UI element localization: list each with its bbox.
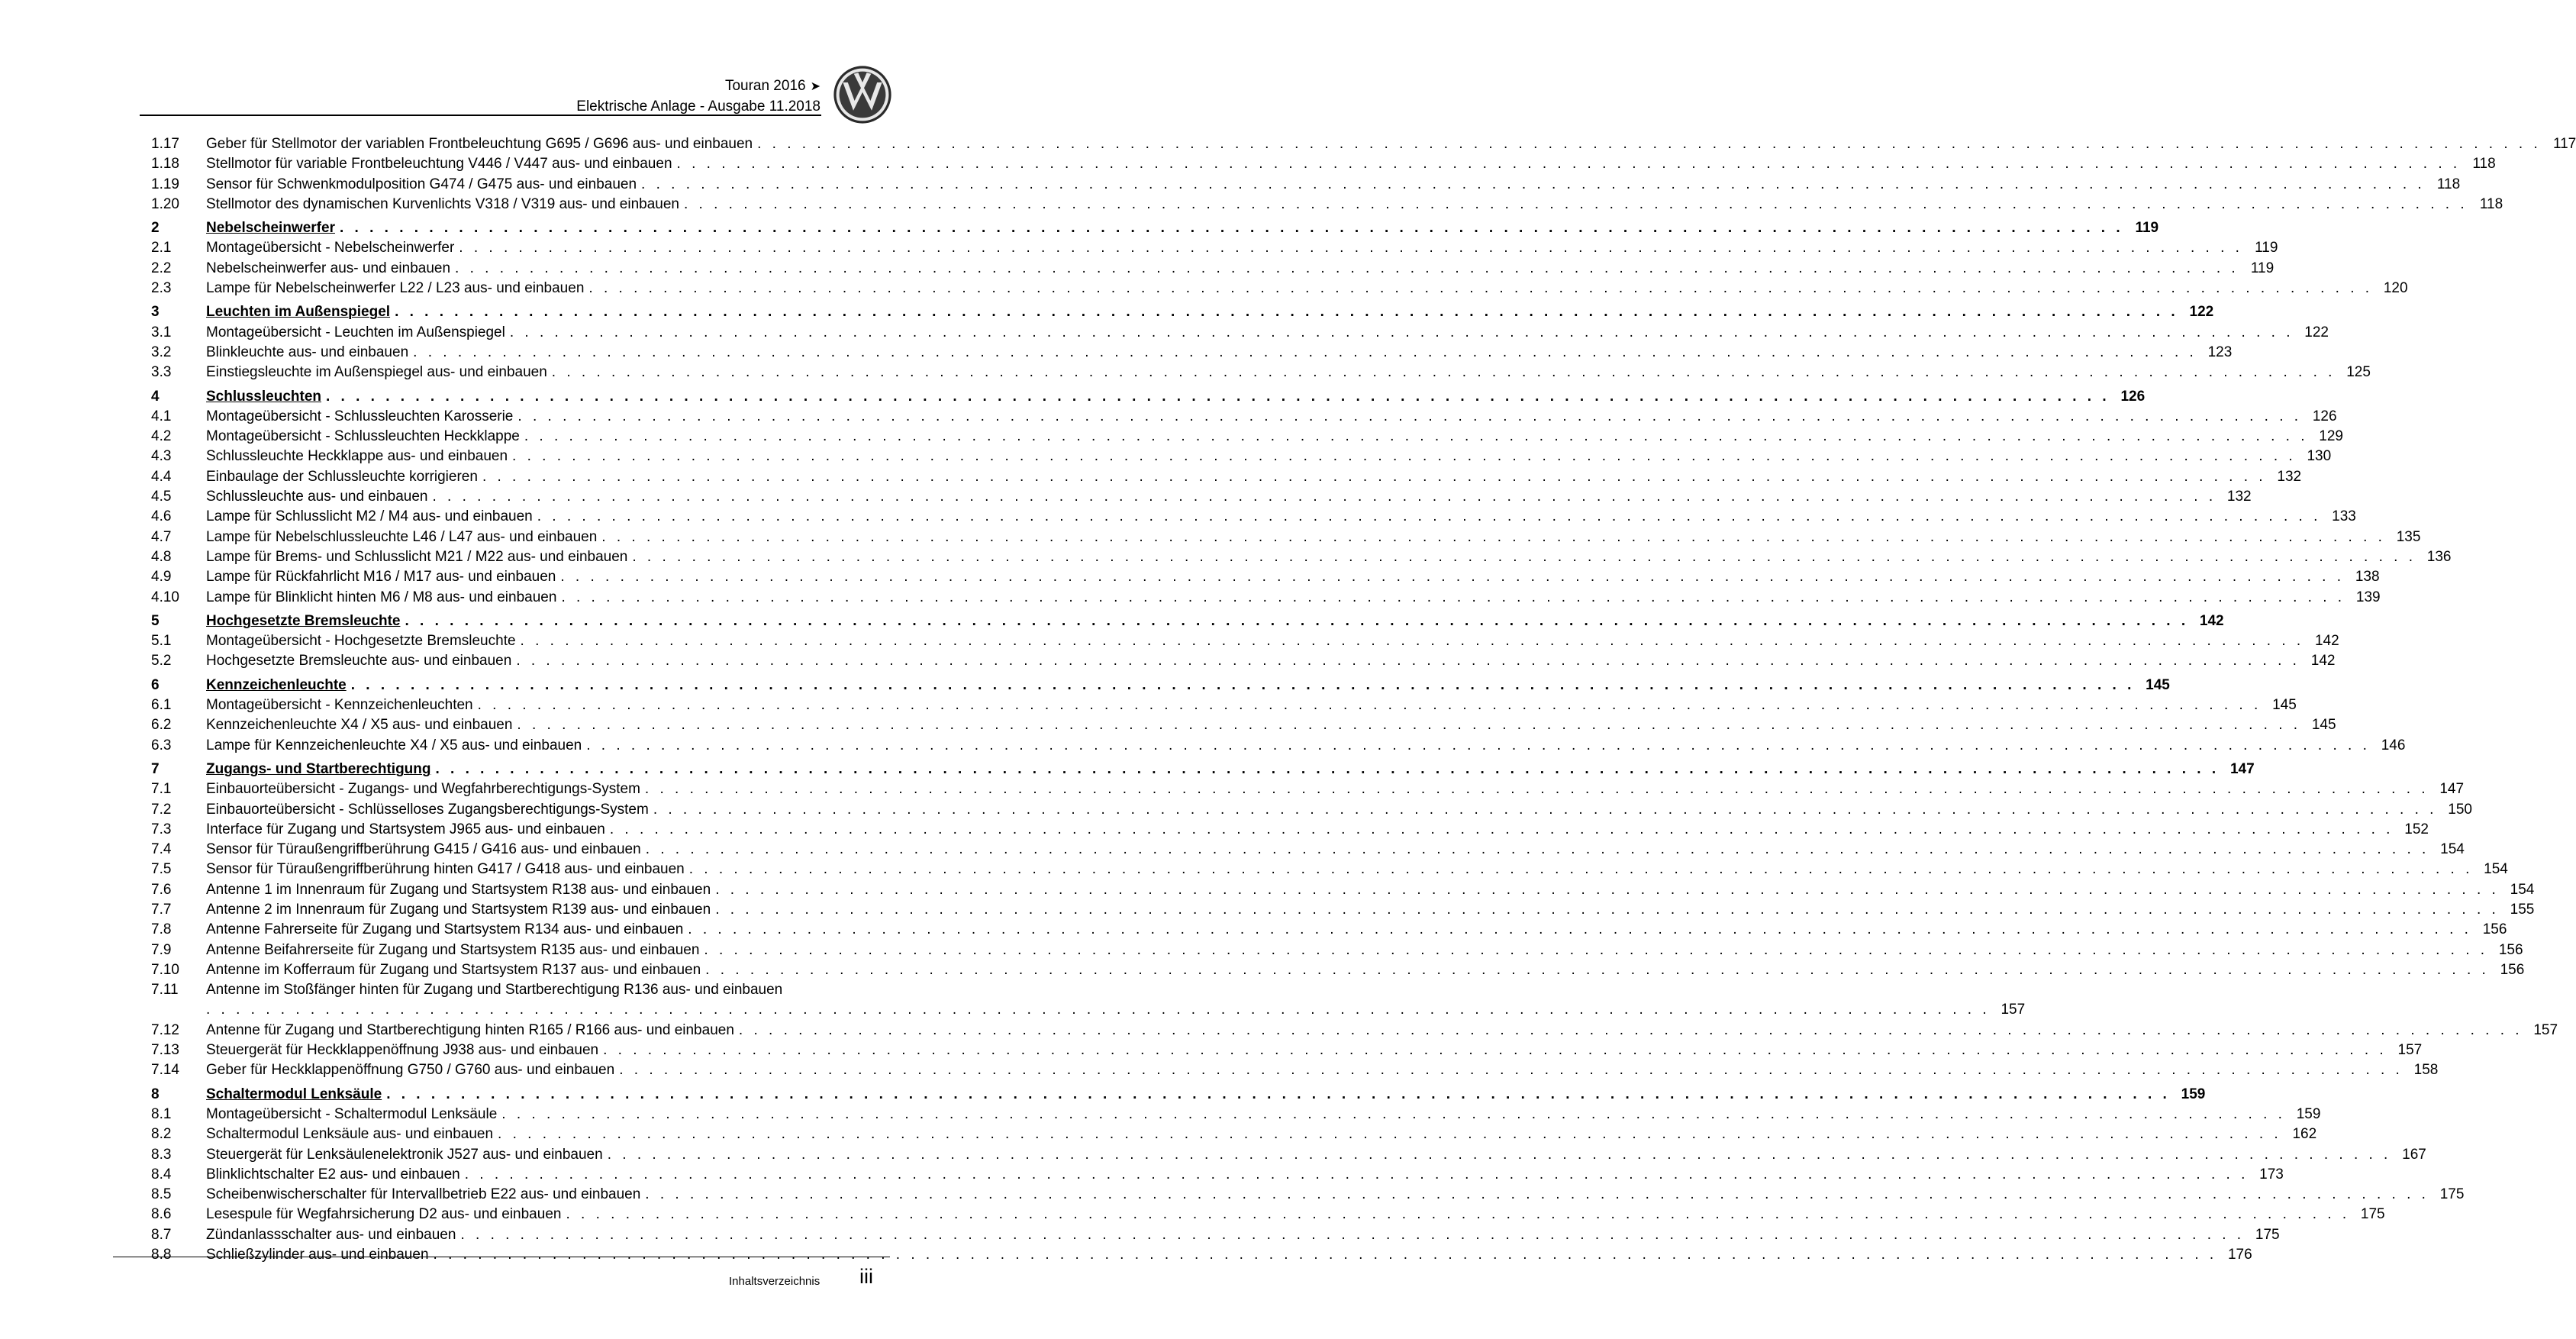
toc-entry[interactable] <box>151 528 2421 547</box>
dot-leader: . . . . . . . . . . . . . . . . . . . . . . . . . . . . . . . . . . . . . . . . . . . . . . . . . . . . . . . . . . . . . . . . . . . . . . . . . . . . . . . . . . . . . . . . . . . . . . . . . . . . . . . . . . . . . . . . . . . . . . . . <box>464 1166 2249 1183</box>
toc-title: Nebelscheinwerfer . . . . . . . . . . . . . . . . . . . . . . . . . . . . . . . . . . . . . . . . . . . . . . . . . . . . . . . . . . . . . . . . . . . . . . . . . . . . . . . . . . . . . . . . . . . . . . . . . . . . . . . . . . . . . . . . . . . . . . . . <box>206 220 2124 237</box>
toc-title: Sensor für Türaußengriffberührung G415 / G416 aus- und einbauen . . . . . . . . . . . . . . . . . . . . . . . . . . . . . . . . . . . . . . . . . . . . . . . . . . . . . . . . . . . . . . . . . . . . . . . . . . . . . . . . . . . . . . . . . . . . . . . . . . . . . . . . . . . . . . . . . . . . . . . . <box>206 841 2429 858</box>
toc-title: Lampe für Brems- und Schlusslicht M21 / M22 aus- und einbauen . . . . . . . . . . . . . . . . . . . . . . . . . . . . . . . . . . . . . . . . . . . . . . . . . . . . . . . . . . . . . . . . . . . . . . . . . . . . . . . . . . . . . . . . . . . . . . . . . . . . . . . . . . . . . . . . . . . . . . . . <box>206 548 2416 565</box>
toc-page-number: 154 <box>2440 841 2465 858</box>
toc-number: 7.14 <box>151 1062 179 1079</box>
dot-leader: . . . . . . . . . . . . . . . . . . . . . . . . . . . . . . . . . . . . . . . . . . . . . . . . . . . . . . . . . . . . . . . . . . . . . . . . . . . . . . . . . . . . . . . . . . . . . . . . . . . . . . . . . . . . . . . . . . . . . . . . <box>688 861 2473 878</box>
toc-number: 4.3 <box>151 448 172 465</box>
toc-title: Lampe für Nebelschlussleuchte L46 / L47 aus- und einbauen . . . . . . . . . . . . . . . . . . . . . . . . . . . . . . . . . . . . . . . . . . . . . . . . . . . . . . . . . . . . . . . . . . . . . . . . . . . . . . . . . . . . . . . . . . . . . . . . . . . . . . . . . . . . . . . . . . . . . . . . <box>206 528 2386 545</box>
toc-page-number: 145 <box>2311 717 2336 734</box>
toc-entry[interactable] <box>151 134 2576 154</box>
toc-number: 5.1 <box>151 633 172 650</box>
dot-leader: . . . . . . . . . . . . . . . . . . . . . . . . . . . . . . . . . . . . . . . . . . . . . . . . . . . . . . . . . . . . . . . . . . . . . . . . . . . . . . . . . . . . . . . . . . . . . . . . . . . . . . . . . . . . . . . . . . . . . . . . <box>738 1021 2523 1038</box>
toc-number: 4.1 <box>151 408 172 424</box>
toc-page-number: 157 <box>2397 1042 2423 1059</box>
toc-number: 4.9 <box>151 569 172 586</box>
toc-page-number: 154 <box>2484 861 2508 878</box>
toc-entry[interactable] <box>151 1145 2426 1165</box>
dot-leader: . . . . . . . . . . . . . . . . . . . . . . . . . . . . . . . . . . . . . . . . . . . . . . . . . . . . . . . . . . . . . . . . . . . . . . . . . . . . . . . . . . . . . . . . . . . . . . . . . . . . . . . . . . . . . . . . . . . . . . . . <box>588 280 2373 297</box>
toc-entry[interactable] <box>151 363 2371 382</box>
toc-number: 8.6 <box>151 1206 172 1223</box>
toc-page-number: 132 <box>2226 489 2252 505</box>
dot-leader: . . . . . . . . . . . . . . . . . . . . . . . . . . . . . . . . . . . . . . . . . . . . . . . . . . . . . . . . . . . . . . . . . . . . . . . . . . . . . . . . . . . . . . . . . . . . . . . . . . . . . . . . . . . . . . . . . . . . . . . . <box>460 1226 2245 1243</box>
toc-title: Zugangs- und Startberechtigung . . . . . . . . . . . . . . . . . . . . . . . . . . . . . . . . . . . . . . . . . . . . . . . . . . . . . . . . . . . . . . . . . . . . . . . . . . . . . . . . . . . . . . . . . . . . . . . . . . . . . . . . . . . . . . . . . . . . . . . . <box>206 760 2220 777</box>
toc-page-number: 119 <box>2250 260 2275 276</box>
toc-number: 6 <box>151 676 160 693</box>
toc-entry[interactable] <box>151 980 2026 1021</box>
toc-entry[interactable] <box>151 820 2429 840</box>
footer-label: Inhaltsverzeichnis <box>729 1275 821 1288</box>
toc-page-number: 157 <box>2001 1002 2026 1018</box>
toc-title: Montageübersicht - Leuchten im Außenspiegel . . . . . . . . . . . . . . . . . . . . . . . . . . . . . . . . . . . . . . . . . . . . . . . . . . . . . . . . . . . . . . . . . . . . . . . . . . . . . . . . . . . . . . . . . . . . . . . . . . . . . . . . . . . . . . . . . . . . . . . . <box>206 324 2294 340</box>
toc-page-number: 159 <box>2296 1105 2321 1122</box>
dot-leader: . . . . . . . . . . . . . . . . . . . . . . . . . . . . . . . . . . . . . . . . . . . . . . . . . . . . . . . . . . . . . . . . . . . . . . . . . . . . . . . . . . . . . . . . . . . . . . . . . . . . . . . . . . . . . . . . . . . . . . . . <box>435 760 2220 777</box>
dot-leader: . . . . . . . . . . . . . . . . . . . . . . . . . . . . . . . . . . . . . . . . . . . . . . . . . . . . . . . . . . . . . . . . . . . . . . . . . . . . . . . . . . . . . . . . . . . . . . . . . . . . . . . . . . . . . . . . . . . . . . . . <box>339 220 2124 237</box>
toc-page-number: 118 <box>2472 156 2496 173</box>
toc-title: Sensor für Schwenkmodulposition G474 / G475 aus- und einbauen . . . . . . . . . . . . . . . . . . . . . . . . . . . . . . . . . . . . . . . . . . . . . . . . . . . . . . . . . . . . . . . . . . . . . . . . . . . . . . . . . . . . . . . . . . . . . . . . . . . . . . . . . . . . . . . . . . . . . . . . <box>206 176 2426 192</box>
toc-number: 2.1 <box>151 240 172 257</box>
toc-title: Montageübersicht - Nebelscheinwerfer . . . . . . . . . . . . . . . . . . . . . . . . . . . . . . . . . . . . . . . . . . . . . . . . . . . . . . . . . . . . . . . . . . . . . . . . . . . . . . . . . . . . . . . . . . . . . . . . . . . . . . . . . . . . . . . . . . . . . . . . <box>206 240 2243 257</box>
toc-entry[interactable] <box>151 547 2452 567</box>
toc-page-number: 118 <box>2436 176 2461 192</box>
dot-leader: . . . . . . . . . . . . . . . . . . . . . . . . . . . . . . . . . . . . . . . . . . . . . . . . . . . . . . . . . . . . . . . . . . . . . . . . . . . . . . . . . . . . . . . . . . . . . . . . . . . . . . . . . . . . . . . . . . . . . . . . <box>619 1062 2404 1079</box>
toc-number: 1.19 <box>151 176 179 192</box>
toc-title: Antenne 2 im Innenraum für Zugang und Startsystem R139 aus- und einbauen . . . . . . . . . . . . . . . . . . . . . . . . . . . . . . . . . . . . . . . . . . . . . . . . . . . . . . . . . . . . . . . . . . . . . . . . . . . . . . . . . . . . . . . . . . . . . . . . . . . . . . . . . . . . . . . . . . . . . . . . <box>206 901 2500 918</box>
toc-chapter[interactable] <box>151 760 2255 779</box>
dot-leader: . . . . . . . . . . . . . . . . . . . . . . . . . . . . . . . . . . . . . . . . . . . . . . . . . . . . . . . . . . . . . . . . . . . . . . . . . . . . . . . . . . . . . . . . . . . . . . . . . . . . . . . . . . . . . . . . . . . . . . . . <box>632 548 2416 565</box>
dot-leader: . . . . . . . . . . . . . . . . . . . . . . . . . . . . . . . . . . . . . . . . . . . . . . . . . . . . . . . . . . . . . . . . . . . . . . . . . . . . . . . . . . . . . . . . . . . . . . . . . . . . . . . . . . . . . . . . . . . . . . . . <box>653 801 2437 818</box>
dot-leader: . . . . . . . . . . . . . . . . . . . . . . . . . . . . . . . . . . . . . . . . . . . . . . . . . . . . . . . . . . . . . . . . . . . . . . . . . . . . . . . . . . . . . . . . . . . . . . . . . . . . . . . . . . . . . . . . . . . . . . . . <box>676 156 2461 173</box>
toc-number: 4.5 <box>151 489 172 505</box>
toc-entry[interactable] <box>151 323 2329 343</box>
toc-title: Steuergerät für Heckklappenöffnung J938 aus- und einbauen . . . . . . . . . . . . . . . . . . . . . . . . . . . . . . . . . . . . . . . . . . . . . . . . . . . . . . . . . . . . . . . . . . . . . . . . . . . . . . . . . . . . . . . . . . . . . . . . . . . . . . . . . . . . . . . . . . . . . . . . <box>206 1042 2387 1059</box>
toc-number: 4.10 <box>151 589 179 605</box>
toc-page-number: 123 <box>2207 344 2233 360</box>
toc-title: Antenne 1 im Innenraum für Zugang und Startsystem R138 aus- und einbauen . . . . . . . . . . . . . . . . . . . . . . . . . . . . . . . . . . . . . . . . . . . . . . . . . . . . . . . . . . . . . . . . . . . . . . . . . . . . . . . . . . . . . . . . . . . . . . . . . . . . . . . . . . . . . . . . . . . . . . . . <box>206 881 2500 898</box>
toc-page-number: 157 <box>2533 1021 2558 1038</box>
dot-leader: . . . . . . . . . . . . . . . . . . . . . . . . . . . . . . . . . . . . . . . . . . . . . . . . . . . . . . . . . . . . . . . . . . . . . . . . . . . . . . . . . . . . . . . . . . . . . . . . . . . . . . . . . . . . . . . . . . . . . . . . <box>645 841 2429 858</box>
toc-entry[interactable] <box>151 1225 2280 1245</box>
dot-leader: . . . . . . . . . . . . . . . . . . . . . . . . . . . . . . . . . . . . . . . . . . . . . . . . . . . . . . . . . . . . . . . . . . . . . . . . . . . . . . . . . . . . . . . . . . . . . . . . . . . . . . . . . . . . . . . . . . . . . . . . <box>715 901 2500 918</box>
toc-title: Einbauorteübersicht - Schlüsselloses Zugangsberechtigungs-System . . . . . . . . . . . . . . . . . . . . . . . . . . . . . . . . . . . . . . . . . . . . . . . . . . . . . . . . . . . . . . . . . . . . . . . . . . . . . . . . . . . . . . . . . . . . . . . . . . . . . . . . . . . . . . . . . . . . . . . . <box>206 801 2437 818</box>
dot-leader: . . . . . . . . . . . . . . . . . . . . . . . . . . . . . . . . . . . . . . . . . . . . . . . . . . . . . . . . . . . . . . . . . . . . . . . . . . . . . . . . . . . . . . . . . . . . . . . . . . . . . . . . . . . . . . . . . . . . . . . . <box>524 428 2308 445</box>
toc-number: 4 <box>151 388 160 405</box>
toc-title: Stellmotor des dynamischen Kurvenlichts V318 / V319 aus- und einbauen . . . . . . . . . . . . . . . . . . . . . . . . . . . . . . . . . . . . . . . . . . . . . . . . . . . . . . . . . . . . . . . . . . . . . . . . . . . . . . . . . . . . . . . . . . . . . . . . . . . . . . . . . . . . . . . . . . . . . . . . <box>206 195 2468 212</box>
dot-leader: . . . . . . . . . . . . . . . . . . . . . . . . . . . . . . . . . . . . . . . . . . . . . . . . . . . . . . . . . . . . . . . . . . . . . . . . . . . . . . . . . . . . . . . . . . . . . . . . . . . . . . . . . . . . . . . . . . . . . . . . <box>455 260 2239 276</box>
toc-number: 7.12 <box>151 1021 179 1038</box>
toc-page-number: 135 <box>2396 528 2421 545</box>
toc-page-number: 130 <box>2307 448 2332 465</box>
footer-page-number: iii <box>859 1265 873 1288</box>
toc-entry[interactable] <box>151 588 2381 608</box>
toc-title: Schaltermodul Lenksäule . . . . . . . . . . . . . . . . . . . . . . . . . . . . . . . . . . . . . . . . . . . . . . . . . . . . . . . . . . . . . . . . . . . . . . . . . . . . . . . . . . . . . . . . . . . . . . . . . . . . . . . . . . . . . . . . . . . . . . . . <box>206 1086 2171 1102</box>
toc-number: 7.4 <box>151 841 172 858</box>
dot-leader: . . . . . . . . . . . . . . . . . . . . . . . . . . . . . . . . . . . . . . . . . . . . . . . . . . . . . . . . . . . . . . . . . . . . . . . . . . . . . . . . . . . . . . . . . . . . . . . . . . . . . . . . . . . . . . . . . . . . . . . . <box>509 324 2294 340</box>
toc-page-number: 150 <box>2448 801 2472 818</box>
toc-page-number: 162 <box>2292 1126 2317 1143</box>
toc-title: Schlussleuchte Heckklappe aus- und einbauen . . . . . . . . . . . . . . . . . . . . . . . . . . . . . . . . . . . . . . . . . . . . . . . . . . . . . . . . . . . . . . . . . . . . . . . . . . . . . . . . . . . . . . . . . . . . . . . . . . . . . . . . . . . . . . . . . . . . . . . . <box>206 448 2297 465</box>
toc-title: Lampe für Rückfahrlicht M16 / M17 aus- und einbauen . . . . . . . . . . . . . . . . . . . . . . . . . . . . . . . . . . . . . . . . . . . . . . . . . . . . . . . . . . . . . . . . . . . . . . . . . . . . . . . . . . . . . . . . . . . . . . . . . . . . . . . . . . . . . . . . . . . . . . . . <box>206 569 2345 586</box>
toc-title: Geber für Heckklappenöffnung G750 / G760 aus- und einbauen . . . . . . . . . . . . . . . . . . . . . . . . . . . . . . . . . . . . . . . . . . . . . . . . . . . . . . . . . . . . . . . . . . . . . . . . . . . . . . . . . . . . . . . . . . . . . . . . . . . . . . . . . . . . . . . . . . . . . . . . <box>206 1062 2404 1079</box>
dot-leader: . . . . . . . . . . . . . . . . . . . . . . . . . . . . . . . . . . . . . . . . . . . . . . . . . . . . . . . . . . . . . . . . . . . . . . . . . . . . . . . . . . . . . . . . . . . . . . . . . . . . . . . . . . . . . . . . . . . . . . . . <box>516 653 2300 670</box>
toc-title: Leuchten im Außenspiegel . . . . . . . . . . . . . . . . . . . . . . . . . . . . . . . . . . . . . . . . . . . . . . . . . . . . . . . . . . . . . . . . . . . . . . . . . . . . . . . . . . . . . . . . . . . . . . . . . . . . . . . . . . . . . . . . . . . . . . . . <box>206 304 2179 321</box>
toc-number: 7.8 <box>151 921 172 938</box>
toc-title: Hochgesetzte Bremsleuchte . . . . . . . . . . . . . . . . . . . . . . . . . . . . . . . . . . . . . . . . . . . . . . . . . . . . . . . . . . . . . . . . . . . . . . . . . . . . . . . . . . . . . . . . . . . . . . . . . . . . . . . . . . . . . . . . . . . . . . . . <box>206 612 2189 629</box>
toc-title: Kennzeichenleuchte X4 / X5 aus- und einbauen . . . . . . . . . . . . . . . . . . . . . . . . . . . . . . . . . . . . . . . . . . . . . . . . . . . . . . . . . . . . . . . . . . . . . . . . . . . . . . . . . . . . . . . . . . . . . . . . . . . . . . . . . . . . . . . . . . . . . . . . <box>206 717 2301 734</box>
dot-leader: . . . . . . . . . . . . . . . . . . . . . . . . . . . . . . . . . . . . . . . . . . . . . . . . . . . . . . . . . . . . . . . . . . . . . . . . . . . . . . . . . . . . . . . . . . . . . . . . . . . . . . . . . . . . . . . . . . . . . . . . <box>386 1086 2171 1102</box>
toc-entry[interactable] <box>151 860 2508 879</box>
toc-title: Antenne Beifahrerseite für Zugang und Startsystem R135 aus- und einbauen . . . . . . . . . . . . . . . . . . . . . . . . . . . . . . . . . . . . . . . . . . . . . . . . . . . . . . . . . . . . . . . . . . . . . . . . . . . . . . . . . . . . . . . . . . . . . . . . . . . . . . . . . . . . . . . . . . . . . . . . <box>206 941 2488 958</box>
toc-entry[interactable] <box>151 920 2507 940</box>
toc-title: Antenne im Kofferraum für Zugang und Startsystem R137 aus- und einbauen . . . . . . . . . . . . . . . . . . . . . . . . . . . . . . . . . . . . . . . . . . . . . . . . . . . . . . . . . . . . . . . . . . . . . . . . . . . . . . . . . . . . . . . . . . . . . . . . . . . . . . . . . . . . . . . . . . . . . . . . <box>206 961 2490 978</box>
toc-title: Geber für Stellmotor der variablen Frontbeleuchtung G695 / G696 aus- und einbauen . . . . . . . . . . . . . . . . . . . . . . . . . . . . . . . . . . . . . . . . . . . . . . . . . . . . . . . . . . . . . . . . . . . . . . . . . . . . . . . . . . . . . . . . . . . . . . . . . . . . . . . . . . . . . . . . . . . . . . . . <box>206 136 2542 152</box>
toc-page-number: 136 <box>2426 548 2452 565</box>
toc-entry[interactable] <box>151 800 2472 820</box>
toc-number: 8.1 <box>151 1105 172 1122</box>
toc-number: 8.3 <box>151 1146 172 1163</box>
arrow-right-icon: ➤ <box>810 80 821 93</box>
toc-number: 4.2 <box>151 428 172 445</box>
toc-page-number: 142 <box>2310 653 2336 670</box>
toc-number: 4.4 <box>151 468 172 485</box>
header-divider <box>140 115 821 116</box>
toc-title: Lampe für Blinklicht hinten M6 / M8 aus- und einbauen . . . . . . . . . . . . . . . . . . . . . . . . . . . . . . . . . . . . . . . . . . . . . . . . . . . . . . . . . . . . . . . . . . . . . . . . . . . . . . . . . . . . . . . . . . . . . . . . . . . . . . . . . . . . . . . . . . . . . . . . <box>206 589 2345 605</box>
toc-page-number: 176 <box>2227 1247 2252 1263</box>
toc-page-number: 129 <box>2319 428 2343 445</box>
toc-entry[interactable] <box>151 651 2336 671</box>
toc-page-number: 122 <box>2304 324 2329 340</box>
dot-leader: . . . . . . . . . . . . . . . . . . . . . . . . . . . . . . . . . . . . . . . . . . . . . . . . . . . . . . . . . . . . . . . . . . . . . . . . . . . . . . . . . . . . . . . . . . . . . . . . . . . . . . . . . . . . . . . . . . . . . . . . <box>705 961 2490 978</box>
toc-number: 8 <box>151 1086 160 1102</box>
toc-entry[interactable] <box>151 427 2343 447</box>
toc-page-number: 142 <box>2314 633 2339 650</box>
dot-leader: . . . . . . . . . . . . . . . . . . . . . . . . . . . . . . . . . . . . . . . . . . . . . . . . . . . . . . . . . . . . . . . . . . . . . . . . . . . . . . . . . . . . . . . . . . . . . . . . . . . . . . . . . . . . . . . . . . . . . . . . <box>537 508 2321 525</box>
dot-leader: . . . . . . . . . . . . . . . . . . . . . . . . . . . . . . . . . . . . . . . . . . . . . . . . . . . . . . . . . . . . . . . . . . . . . . . . . . . . . . . . . . . . . . . . . . . . . . . . . . . . . . . . . . . . . . . . . . . . . . . . <box>517 408 2302 424</box>
toc-number: 1.17 <box>151 136 179 152</box>
dot-leader: . . . . . . . . . . . . . . . . . . . . . . . . . . . . . . . . . . . . . . . . . . . . . . . . . . . . . . . . . . . . . . . . . . . . . . . . . . . . . . . . . . . . . . . . . . . . . . . . . . . . . . . . . . . . . . . . . . . . . . . . <box>501 1105 2286 1122</box>
toc-page-number: 119 <box>2135 220 2159 237</box>
toc-page-number: 139 <box>2355 589 2381 605</box>
header-title <box>576 76 821 117</box>
toc-entry[interactable] <box>151 1124 2317 1144</box>
toc-number: 4.7 <box>151 528 172 545</box>
toc-page-number: 146 <box>2381 737 2406 753</box>
toc-entry[interactable] <box>151 407 2337 427</box>
dot-leader: . . . . . . . . . . . . . . . . . . . . . . . . . . . . . . . . . . . . . . . . . . . . . . . . . . . . . . . . . . . . . . . . . . . . . . . . . . . . . . . . . . . . . . . . . . . . . . . . . . . . . . . . . . . . . . . . . . . . . . . . <box>405 612 2189 629</box>
toc-entry[interactable] <box>151 736 2406 756</box>
toc-number: 7.3 <box>151 821 172 837</box>
toc-page-number: 142 <box>2199 612 2224 629</box>
dot-leader: . . . . . . . . . . . . . . . . . . . . . . . . . . . . . . . . . . . . . . . . . . . . . . . . . . . . . . . . . . . . . . . . . . . . . . . . . . . . . . . . . . . . . . . . . . . . . . . . . . . . . . . . . . . . . . . . . . . . . . . . <box>413 344 2197 360</box>
toc-entry[interactable] <box>151 1060 2439 1080</box>
toc-page-number: 122 <box>2189 304 2214 321</box>
toc-title: Hochgesetzte Bremsleuchte aus- und einbauen . . . . . . . . . . . . . . . . . . . . . . . . . . . . . . . . . . . . . . . . . . . . . . . . . . . . . . . . . . . . . . . . . . . . . . . . . . . . . . . . . . . . . . . . . . . . . . . . . . . . . . . . . . . . . . . . . . . . . . . . <box>206 653 2300 670</box>
toc-page-number: 175 <box>2439 1186 2465 1203</box>
toc-entry[interactable] <box>151 1245 2252 1265</box>
toc-number: 6.1 <box>151 697 172 714</box>
dot-leader: . . . . . . . . . . . . . . . . . . . . . . . . . . . . . . . . . . . . . . . . . . . . . . . . . . . . . . . . . . . . . . . . . . . . . . . . . . . . . . . . . . . . . . . . . . . . . . . . . . . . . . . . . . . . . . . . . . . . . . . . <box>641 176 2426 192</box>
toc-page-number: 119 <box>2255 240 2278 257</box>
toc-entry[interactable] <box>151 1205 2385 1224</box>
toc-title: Steuergerät für Lenksäulenelektronik J527 aus- und einbauen . . . . . . . . . . . . . . . . . . . . . . . . . . . . . . . . . . . . . . . . . . . . . . . . . . . . . . . . . . . . . . . . . . . . . . . . . . . . . . . . . . . . . . . . . . . . . . . . . . . . . . . . . . . . . . . . . . . . . . . . <box>206 1146 2391 1163</box>
toc-page-number: 145 <box>2146 676 2170 693</box>
toc-chapter[interactable] <box>151 676 2170 695</box>
toc-page-number: 156 <box>2498 941 2523 958</box>
toc-number: 1.20 <box>151 195 179 212</box>
dot-leader: . . . . . . . . . . . . . . . . . . . . . . . . . . . . . . . . . . . . . . . . . . . . . . . . . . . . . . . . . . . . . . . . . . . . . . . . . . . . . . . . . . . . . . . . . . . . . . . . . . . . . . . . . . . . . . . . . . . . . . . . <box>645 1186 2429 1203</box>
toc-entry[interactable] <box>151 779 2465 799</box>
toc-title: Einbaulage der Schlussleuchte korrigieren . . . . . . . . . . . . . . . . . . . . . . . . . . . . . . . . . . . . . . . . . . . . . . . . . . . . . . . . . . . . . . . . . . . . . . . . . . . . . . . . . . . . . . . . . . . . . . . . . . . . . . . . . . . . . . . . . . . . . . . . <box>206 468 2267 485</box>
toc-page-number: 152 <box>2404 821 2429 837</box>
dot-leader: . . . . . . . . . . . . . . . . . . . . . . . . . . . . . . . . . . . . . . . . . . . . . . . . . . . . . . . . . . . . . . . . . . . . . . . . . . . . . . . . . . . . . . . . . . . . . . . . . . . . . . . . . . . . . . . . . . . . . . . . <box>350 676 2135 693</box>
table-of-contents <box>151 134 2576 1265</box>
toc-number: 8.7 <box>151 1226 172 1243</box>
toc-page-number: 132 <box>2277 468 2302 485</box>
toc-page-number: 118 <box>2479 195 2503 212</box>
toc-title: Montageübersicht - Schlussleuchten Karosserie . . . . . . . . . . . . . . . . . . . . . . . . . . . . . . . . . . . . . . . . . . . . . . . . . . . . . . . . . . . . . . . . . . . . . . . . . . . . . . . . . . . . . . . . . . . . . . . . . . . . . . . . . . . . . . . . . . . . . . . . <box>206 408 2302 424</box>
toc-chapter[interactable] <box>151 611 2224 631</box>
dot-leader: . . . . . . . . . . . . . . . . . . . . . . . . . . . . . . . . . . . . . . . . . . . . . . . . . . . . . . . . . . . . . . . . . . . . . . . . . . . . . . . . . . . . . . . . . . . . . . . . . . . . . . . . . . . . . . . . . . . . . . . . <box>644 781 2429 798</box>
toc-title: Antenne im Stoßfänger hinten für Zugang und Startberechtigung R136 aus- und einbauen . . . . . . . . . . . . . . . . . . . . . . . . . . . . . . . . . . . . . . . . . . . . . . . . . . . . . . . . . . . . . . . . . . . . . . . . . . . . . . . . . . . . . . . . . . . . . . . . . . . . . . . . . . . . . . . . . . . . . . . . <box>206 982 1991 1018</box>
toc-chapter[interactable] <box>151 302 2214 322</box>
dot-leader: . . . . . . . . . . . . . . . . . . . . . . . . . . . . . . . . . . . . . . . . . . . . . . . . . . . . . . . . . . . . . . . . . . . . . . . . . . . . . . . . . . . . . . . . . . . . . . . . . . . . . . . . . . . . . . . . . . . . . . . . <box>551 364 2336 381</box>
toc-number: 8.8 <box>151 1247 172 1263</box>
toc-page-number: 125 <box>2346 364 2371 381</box>
dot-leader: . . . . . . . . . . . . . . . . . . . . . . . . . . . . . . . . . . . . . . . . . . . . . . . . . . . . . . . . . . . . . . . . . . . . . . . . . . . . . . . . . . . . . . . . . . . . . . . . . . . . . . . . . . . . . . . . . . . . . . . . <box>561 589 2345 605</box>
toc-title: Einstiegsleuchte im Außenspiegel aus- und einbauen . . . . . . . . . . . . . . . . . . . . . . . . . . . . . . . . . . . . . . . . . . . . . . . . . . . . . . . . . . . . . . . . . . . . . . . . . . . . . . . . . . . . . . . . . . . . . . . . . . . . . . . . . . . . . . . . . . . . . . . . <box>206 364 2336 381</box>
toc-entry[interactable] <box>151 1165 2284 1185</box>
toc-entry[interactable] <box>151 715 2336 735</box>
toc-number: 3 <box>151 304 160 321</box>
toc-number: 7.2 <box>151 801 172 818</box>
dot-leader: . . . . . . . . . . . . . . . . . . . . . . . . . . . . . . . . . . . . . . . . . . . . . . . . . . . . . . . . . . . . . . . . . . . . . . . . . . . . . . . . . . . . . . . . . . . . . . . . . . . . . . . . . . . . . . . . . . . . . . . . <box>704 941 2488 958</box>
toc-title: Sensor für Türaußengriffberührung hinten G417 / G418 aus- und einbauen . . . . . . . . . . . . . . . . . . . . . . . . . . . . . . . . . . . . . . . . . . . . . . . . . . . . . . . . . . . . . . . . . . . . . . . . . . . . . . . . . . . . . . . . . . . . . . . . . . . . . . . . . . . . . . . . . . . . . . . . <box>206 861 2473 878</box>
dot-leader: . . . . . . . . . . . . . . . . . . . . . . . . . . . . . . . . . . . . . . . . . . . . . . . . . . . . . . . . . . . . . . . . . . . . . . . . . . . . . . . . . . . . . . . . . . . . . . . . . . . . . . . . . . . . . . . . . . . . . . . . <box>603 1042 2387 1059</box>
toc-title: Einbauorteübersicht - Zugangs- und Wegfahrberechtigungs-System . . . . . . . . . . . . . . . . . . . . . . . . . . . . . . . . . . . . . . . . . . . . . . . . . . . . . . . . . . . . . . . . . . . . . . . . . . . . . . . . . . . . . . . . . . . . . . . . . . . . . . . . . . . . . . . . . . . . . . . . <box>206 781 2429 798</box>
toc-page-number: 133 <box>2332 508 2356 525</box>
toc-title: Montageübersicht - Kennzeichenleuchten . . . . . . . . . . . . . . . . . . . . . . . . . . . . . . . . . . . . . . . . . . . . . . . . . . . . . . . . . . . . . . . . . . . . . . . . . . . . . . . . . . . . . . . . . . . . . . . . . . . . . . . . . . . . . . . . . . . . . . . . <box>206 697 2262 714</box>
dot-leader: . . . . . . . . . . . . . . . . . . . . . . . . . . . . . . . . . . . . . . . . . . . . . . . . . . . . . . . . . . . . . . . . . . . . . . . . . . . . . . . . . . . . . . . . . . . . . . . . . . . . . . . . . . . . . . . . . . . . . . . . <box>757 136 2542 152</box>
toc-title: Blinklichtschalter E2 aus- und einbauen . . . . . . . . . . . . . . . . . . . . . . . . . . . . . . . . . . . . . . . . . . . . . . . . . . . . . . . . . . . . . . . . . . . . . . . . . . . . . . . . . . . . . . . . . . . . . . . . . . . . . . . . . . . . . . . . . . . . . . . . <box>206 1166 2249 1183</box>
dot-leader: . . . . . . . . . . . . . . . . . . . . . . . . . . . . . . . . . . . . . . . . . . . . . . . . . . . . . . . . . . . . . . . . . . . . . . . . . . . . . . . . . . . . . . . . . . . . . . . . . . . . . . . . . . . . . . . . . . . . . . . . <box>477 697 2262 714</box>
toc-title: Montageübersicht - Schlussleuchten Heckklappe . . . . . . . . . . . . . . . . . . . . . . . . . . . . . . . . . . . . . . . . . . . . . . . . . . . . . . . . . . . . . . . . . . . . . . . . . . . . . . . . . . . . . . . . . . . . . . . . . . . . . . . . . . . . . . . . . . . . . . . . <box>206 428 2308 445</box>
toc-entry[interactable] <box>151 175 2461 195</box>
toc-number: 5.2 <box>151 653 172 670</box>
toc-number: 7.13 <box>151 1042 179 1059</box>
toc-title: Lampe für Nebelscheinwerfer L22 / L23 aus- und einbauen . . . . . . . . . . . . . . . . . . . . . . . . . . . . . . . . . . . . . . . . . . . . . . . . . . . . . . . . . . . . . . . . . . . . . . . . . . . . . . . . . . . . . . . . . . . . . . . . . . . . . . . . . . . . . . . . . . . . . . . . <box>206 280 2373 297</box>
dot-leader: . . . . . . . . . . . . . . . . . . . . . . . . . . . . . . . . . . . . . . . . . . . . . . . . . . . . . . . . . . . . . . . . . . . . . . . . . . . . . . . . . . . . . . . . . . . . . . . . . . . . . . . . . . . . . . . . . . . . . . . . <box>395 304 2179 321</box>
toc-page-number: 173 <box>2259 1166 2284 1183</box>
toc-title: Montageübersicht - Hochgesetzte Bremsleuchte . . . . . . . . . . . . . . . . . . . . . . . . . . . . . . . . . . . . . . . . . . . . . . . . . . . . . . . . . . . . . . . . . . . . . . . . . . . . . . . . . . . . . . . . . . . . . . . . . . . . . . . . . . . . . . . . . . . . . . . . <box>206 633 2304 650</box>
edition-title: Elektrische Anlage - Ausgabe 11.2018 <box>576 98 821 115</box>
toc-entry[interactable] <box>151 695 2297 715</box>
toc-title: Lesespule für Wegfahrsicherung D2 aus- und einbauen . . . . . . . . . . . . . . . . . . . . . . . . . . . . . . . . . . . . . . . . . . . . . . . . . . . . . . . . . . . . . . . . . . . . . . . . . . . . . . . . . . . . . . . . . . . . . . . . . . . . . . . . . . . . . . . . . . . . . . . . <box>206 1206 2350 1223</box>
toc-title: Schlussleuchte aus- und einbauen . . . . . . . . . . . . . . . . . . . . . . . . . . . . . . . . . . . . . . . . . . . . . . . . . . . . . . . . . . . . . . . . . . . . . . . . . . . . . . . . . . . . . . . . . . . . . . . . . . . . . . . . . . . . . . . . . . . . . . . . <box>206 489 2217 505</box>
dot-leader: . . . . . . . . . . . . . . . . . . . . . . . . . . . . . . . . . . . . . . . . . . . . . . . . . . . . . . . . . . . . . . . . . . . . . . . . . . . . . . . . . . . . . . . . . . . . . . . . . . . . . . . . . . . . . . . . . . . . . . . . <box>688 921 2472 938</box>
model-title: Touran 2016 <box>724 78 806 94</box>
dot-leader: . . . . . . . . . . . . . . . . . . . . . . . . . . . . . . . . . . . . . . . . . . . . . . . . . . . . . . . . . . . . . . . . . . . . . . . . . . . . . . . . . . . . . . . . . . . . . . . . . . . . . . . . . . . . . . . . . . . . . . . . <box>432 489 2217 505</box>
toc-page-number: 167 <box>2402 1146 2426 1163</box>
toc-title: Lampe für Kennzeichenleuchte X4 / X5 aus- und einbauen . . . . . . . . . . . . . . . . . . . . . . . . . . . . . . . . . . . . . . . . . . . . . . . . . . . . . . . . . . . . . . . . . . . . . . . . . . . . . . . . . . . . . . . . . . . . . . . . . . . . . . . . . . . . . . . . . . . . . . . . <box>206 737 2371 753</box>
toc-entry[interactable] <box>151 1041 2423 1060</box>
toc-number: 7.10 <box>151 961 179 978</box>
toc-page-number: 175 <box>2255 1226 2280 1243</box>
toc-title: Blinkleuchte aus- und einbauen . . . . . . . . . . . . . . . . . . . . . . . . . . . . . . . . . . . . . . . . . . . . . . . . . . . . . . . . . . . . . . . . . . . . . . . . . . . . . . . . . . . . . . . . . . . . . . . . . . . . . . . . . . . . . . . . . . . . . . . . <box>206 344 2197 360</box>
toc-title: Scheibenwischerschalter für Intervallbetrieb E22 aus- und einbauen . . . . . . . . . . . . . . . . . . . . . . . . . . . . . . . . . . . . . . . . . . . . . . . . . . . . . . . . . . . . . . . . . . . . . . . . . . . . . . . . . . . . . . . . . . . . . . . . . . . . . . . . . . . . . . . . . . . . . . . . <box>206 1186 2429 1203</box>
toc-entry[interactable] <box>151 343 2233 363</box>
toc-page-number: 145 <box>2272 697 2297 714</box>
toc-page-number: 147 <box>2229 760 2255 777</box>
toc-number: 2.2 <box>151 260 172 276</box>
toc-number: 8.2 <box>151 1126 172 1143</box>
vw-logo <box>832 64 893 125</box>
toc-number: 7.11 <box>151 982 179 999</box>
toc-number: 4.8 <box>151 548 172 565</box>
toc-page-number: 159 <box>2181 1086 2206 1102</box>
toc-number: 7.5 <box>151 861 172 878</box>
toc-number: 2.3 <box>151 280 172 297</box>
toc-number: 1.18 <box>151 156 179 173</box>
toc-entry[interactable] <box>151 567 2380 587</box>
toc-chapter[interactable] <box>151 387 2146 407</box>
toc-chapter[interactable] <box>151 218 2159 238</box>
dot-leader: . . . . . . . . . . . . . . . . . . . . . . . . . . . . . . . . . . . . . . . . . . . . . . . . . . . . . . . . . . . . . . . . . . . . . . . . . . . . . . . . . . . . . . . . . . . . . . . . . . . . . . . . . . . . . . . . . . . . . . . . <box>433 1247 2217 1263</box>
toc-number: 3.2 <box>151 344 172 360</box>
dot-leader: . . . . . . . . . . . . . . . . . . . . . . . . . . . . . . . . . . . . . . . . . . . . . . . . . . . . . . . . . . . . . . . . . . . . . . . . . . . . . . . . . . . . . . . . . . . . . . . . . . . . . . . . . . . . . . . . . . . . . . . . <box>601 528 2386 545</box>
toc-page-number: 154 <box>2510 881 2535 898</box>
toc-entry[interactable] <box>151 1185 2465 1205</box>
toc-number: 7 <box>151 760 160 777</box>
toc-page-number: 147 <box>2439 781 2465 798</box>
toc-title: Kennzeichenleuchte . . . . . . . . . . . . . . . . . . . . . . . . . . . . . . . . . . . . . . . . . . . . . . . . . . . . . . . . . . . . . . . . . . . . . . . . . . . . . . . . . . . . . . . . . . . . . . . . . . . . . . . . . . . . . . . . . . . . . . . . <box>206 676 2135 693</box>
toc-entry[interactable] <box>151 447 2332 466</box>
toc-number: 3.3 <box>151 364 172 381</box>
toc-number: 7.7 <box>151 901 172 918</box>
toc-page-number: 126 <box>2120 388 2146 405</box>
toc-title: Lampe für Schlusslicht M2 / M4 aus- und einbauen . . . . . . . . . . . . . . . . . . . . . . . . . . . . . . . . . . . . . . . . . . . . . . . . . . . . . . . . . . . . . . . . . . . . . . . . . . . . . . . . . . . . . . . . . . . . . . . . . . . . . . . . . . . . . . . . . . . . . . . . <box>206 508 2321 525</box>
dot-leader: . . . . . . . . . . . . . . . . . . . . . . . . . . . . . . . . . . . . . . . . . . . . . . . . . . . . . . . . . . . . . . . . . . . . . . . . . . . . . . . . . . . . . . . . . . . . . . . . . . . . . . . . . . . . . . . . . . . . . . . . <box>206 1002 1991 1018</box>
toc-page-number: 155 <box>2510 901 2535 918</box>
toc-entry[interactable] <box>151 195 2503 215</box>
dot-leader: . . . . . . . . . . . . . . . . . . . . . . . . . . . . . . . . . . . . . . . . . . . . . . . . . . . . . . . . . . . . . . . . . . . . . . . . . . . . . . . . . . . . . . . . . . . . . . . . . . . . . . . . . . . . . . . . . . . . . . . . <box>560 569 2345 586</box>
toc-entry[interactable] <box>151 880 2535 900</box>
toc-entry[interactable] <box>151 467 2302 487</box>
toc-title: Schaltermodul Lenksäule aus- und einbauen . . . . . . . . . . . . . . . . . . . . . . . . . . . . . . . . . . . . . . . . . . . . . . . . . . . . . . . . . . . . . . . . . . . . . . . . . . . . . . . . . . . . . . . . . . . . . . . . . . . . . . . . . . . . . . . . . . . . . . . . <box>206 1126 2282 1143</box>
toc-title: Stellmotor für variable Frontbeleuchtung V446 / V447 aus- und einbauen . . . . . . . . . . . . . . . . . . . . . . . . . . . . . . . . . . . . . . . . . . . . . . . . . . . . . . . . . . . . . . . . . . . . . . . . . . . . . . . . . . . . . . . . . . . . . . . . . . . . . . . . . . . . . . . . . . . . . . . . <box>206 156 2461 173</box>
toc-entry[interactable] <box>151 1105 2321 1124</box>
toc-page-number: 175 <box>2360 1206 2385 1223</box>
toc-title: Schließzylinder aus- und einbauen . . . . . . . . . . . . . . . . . . . . . . . . . . . . . . . . . . . . . . . . . . . . . . . . . . . . . . . . . . . . . . . . . . . . . . . . . . . . . . . . . . . . . . . . . . . . . . . . . . . . . . . . . . . . . . . . . . . . . . . . <box>206 1247 2217 1263</box>
toc-entry[interactable] <box>151 840 2465 860</box>
toc-entry[interactable] <box>151 900 2535 920</box>
toc-chapter[interactable] <box>151 1085 2206 1105</box>
toc-entry[interactable] <box>151 279 2408 298</box>
dot-leader: . . . . . . . . . . . . . . . . . . . . . . . . . . . . . . . . . . . . . . . . . . . . . . . . . . . . . . . . . . . . . . . . . . . . . . . . . . . . . . . . . . . . . . . . . . . . . . . . . . . . . . . . . . . . . . . . . . . . . . . . <box>498 1126 2282 1143</box>
dot-leader: . . . . . . . . . . . . . . . . . . . . . . . . . . . . . . . . . . . . . . . . . . . . . . . . . . . . . . . . . . . . . . . . . . . . . . . . . . . . . . . . . . . . . . . . . . . . . . . . . . . . . . . . . . . . . . . . . . . . . . . . <box>482 468 2267 485</box>
dot-leader: . . . . . . . . . . . . . . . . . . . . . . . . . . . . . . . . . . . . . . . . . . . . . . . . . . . . . . . . . . . . . . . . . . . . . . . . . . . . . . . . . . . . . . . . . . . . . . . . . . . . . . . . . . . . . . . . . . . . . . . . <box>459 240 2243 257</box>
toc-entry[interactable] <box>151 154 2496 174</box>
dot-leader: . . . . . . . . . . . . . . . . . . . . . . . . . . . . . . . . . . . . . . . . . . . . . . . . . . . . . . . . . . . . . . . . . . . . . . . . . . . . . . . . . . . . . . . . . . . . . . . . . . . . . . . . . . . . . . . . . . . . . . . . <box>586 737 2371 753</box>
toc-entry[interactable] <box>151 631 2339 651</box>
dot-leader: . . . . . . . . . . . . . . . . . . . . . . . . . . . . . . . . . . . . . . . . . . . . . . . . . . . . . . . . . . . . . . . . . . . . . . . . . . . . . . . . . . . . . . . . . . . . . . . . . . . . . . . . . . . . . . . . . . . . . . . . <box>517 717 2301 734</box>
dot-leader: . . . . . . . . . . . . . . . . . . . . . . . . . . . . . . . . . . . . . . . . . . . . . . . . . . . . . . . . . . . . . . . . . . . . . . . . . . . . . . . . . . . . . . . . . . . . . . . . . . . . . . . . . . . . . . . . . . . . . . . . <box>566 1206 2350 1223</box>
toc-number: 8.4 <box>151 1166 172 1183</box>
toc-title: Schlussleuchten . . . . . . . . . . . . . . . . . . . . . . . . . . . . . . . . . . . . . . . . . . . . . . . . . . . . . . . . . . . . . . . . . . . . . . . . . . . . . . . . . . . . . . . . . . . . . . . . . . . . . . . . . . . . . . . . . . . . . . . . <box>206 388 2110 405</box>
toc-title: Zündanlassschalter aus- und einbauen . . . . . . . . . . . . . . . . . . . . . . . . . . . . . . . . . . . . . . . . . . . . . . . . . . . . . . . . . . . . . . . . . . . . . . . . . . . . . . . . . . . . . . . . . . . . . . . . . . . . . . . . . . . . . . . . . . . . . . . . <box>206 1226 2245 1243</box>
toc-entry[interactable] <box>151 960 2525 980</box>
toc-number: 6.3 <box>151 737 172 753</box>
toc-title: Antenne Fahrerseite für Zugang und Startsystem R134 aus- und einbauen . . . . . . . . . . . . . . . . . . . . . . . . . . . . . . . . . . . . . . . . . . . . . . . . . . . . . . . . . . . . . . . . . . . . . . . . . . . . . . . . . . . . . . . . . . . . . . . . . . . . . . . . . . . . . . . . . . . . . . . . <box>206 921 2472 938</box>
toc-entry[interactable] <box>151 1021 2558 1041</box>
toc-page-number: 117 <box>2552 136 2576 152</box>
toc-number: 3.1 <box>151 324 172 340</box>
toc-number: 5 <box>151 612 160 629</box>
toc-page-number: 156 <box>2500 961 2525 978</box>
dot-leader: . . . . . . . . . . . . . . . . . . . . . . . . . . . . . . . . . . . . . . . . . . . . . . . . . . . . . . . . . . . . . . . . . . . . . . . . . . . . . . . . . . . . . . . . . . . . . . . . . . . . . . . . . . . . . . . . . . . . . . . . <box>512 448 2297 465</box>
toc-page-number: 126 <box>2312 408 2337 424</box>
toc-page-number: 158 <box>2413 1062 2439 1079</box>
toc-number: 6.2 <box>151 717 172 734</box>
dot-leader: . . . . . . . . . . . . . . . . . . . . . . . . . . . . . . . . . . . . . . . . . . . . . . . . . . . . . . . . . . . . . . . . . . . . . . . . . . . . . . . . . . . . . . . . . . . . . . . . . . . . . . . . . . . . . . . . . . . . . . . . <box>520 633 2304 650</box>
dot-leader: . . . . . . . . . . . . . . . . . . . . . . . . . . . . . . . . . . . . . . . . . . . . . . . . . . . . . . . . . . . . . . . . . . . . . . . . . . . . . . . . . . . . . . . . . . . . . . . . . . . . . . . . . . . . . . . . . . . . . . . . <box>609 821 2394 837</box>
toc-page-number: 120 <box>2383 280 2408 297</box>
toc-number: 4.6 <box>151 508 172 525</box>
toc-title: Antenne für Zugang und Startberechtigung hinten R165 / R166 aus- und einbauen . . . . . . . . . . . . . . . . . . . . . . . . . . . . . . . . . . . . . . . . . . . . . . . . . . . . . . . . . . . . . . . . . . . . . . . . . . . . . . . . . . . . . . . . . . . . . . . . . . . . . . . . . . . . . . . . . . . . . . . . <box>206 1021 2523 1038</box>
toc-entry[interactable] <box>151 238 2278 258</box>
toc-title: Nebelscheinwerfer aus- und einbauen . . . . . . . . . . . . . . . . . . . . . . . . . . . . . . . . . . . . . . . . . . . . . . . . . . . . . . . . . . . . . . . . . . . . . . . . . . . . . . . . . . . . . . . . . . . . . . . . . . . . . . . . . . . . . . . . . . . . . . . . <box>206 260 2239 276</box>
toc-entry[interactable] <box>151 941 2523 960</box>
dot-leader: . . . . . . . . . . . . . . . . . . . . . . . . . . . . . . . . . . . . . . . . . . . . . . . . . . . . . . . . . . . . . . . . . . . . . . . . . . . . . . . . . . . . . . . . . . . . . . . . . . . . . . . . . . . . . . . . . . . . . . . . <box>326 388 2110 405</box>
dot-leader: . . . . . . . . . . . . . . . . . . . . . . . . . . . . . . . . . . . . . . . . . . . . . . . . . . . . . . . . . . . . . . . . . . . . . . . . . . . . . . . . . . . . . . . . . . . . . . . . . . . . . . . . . . . . . . . . . . . . . . . . <box>607 1146 2391 1163</box>
toc-title: Interface für Zugang und Startsystem J965 aus- und einbauen . . . . . . . . . . . . . . . . . . . . . . . . . . . . . . . . . . . . . . . . . . . . . . . . . . . . . . . . . . . . . . . . . . . . . . . . . . . . . . . . . . . . . . . . . . . . . . . . . . . . . . . . . . . . . . . . . . . . . . . . <box>206 821 2394 837</box>
toc-number: 7.6 <box>151 881 172 898</box>
toc-entry[interactable] <box>151 259 2275 279</box>
toc-number: 2 <box>151 220 160 237</box>
toc-page-number: 156 <box>2482 921 2507 938</box>
dot-leader: . . . . . . . . . . . . . . . . . . . . . . . . . . . . . . . . . . . . . . . . . . . . . . . . . . . . . . . . . . . . . . . . . . . . . . . . . . . . . . . . . . . . . . . . . . . . . . . . . . . . . . . . . . . . . . . . . . . . . . . . <box>715 881 2500 898</box>
toc-page-number: 138 <box>2355 569 2380 586</box>
toc-number: 8.5 <box>151 1186 172 1203</box>
toc-number: 7.1 <box>151 781 172 798</box>
dot-leader: . . . . . . . . . . . . . . . . . . . . . . . . . . . . . . . . . . . . . . . . . . . . . . . . . . . . . . . . . . . . . . . . . . . . . . . . . . . . . . . . . . . . . . . . . . . . . . . . . . . . . . . . . . . . . . . . . . . . . . . . <box>684 195 2468 212</box>
toc-entry[interactable] <box>151 487 2252 507</box>
toc-title: Montageübersicht - Schaltermodul Lenksäule . . . . . . . . . . . . . . . . . . . . . . . . . . . . . . . . . . . . . . . . . . . . . . . . . . . . . . . . . . . . . . . . . . . . . . . . . . . . . . . . . . . . . . . . . . . . . . . . . . . . . . . . . . . . . . . . . . . . . . . . <box>206 1105 2286 1122</box>
toc-number: 7.9 <box>151 941 172 958</box>
toc-entry[interactable] <box>151 507 2356 527</box>
